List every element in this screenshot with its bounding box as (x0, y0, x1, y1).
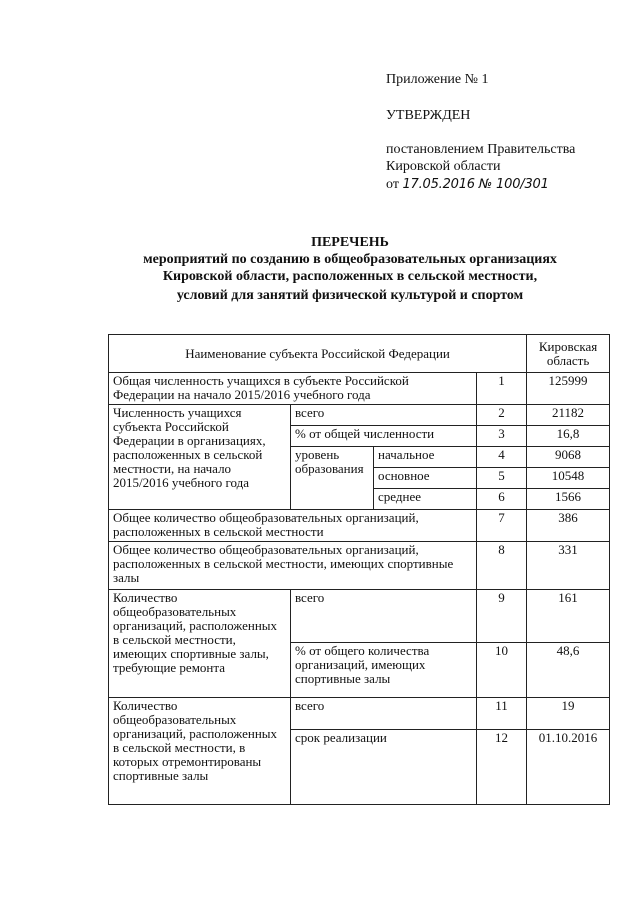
row-number: 3 (477, 426, 527, 447)
table-header-row (109, 335, 610, 373)
table-row (109, 698, 610, 730)
row-sublabel: всего (291, 698, 477, 730)
row-number: 12 (477, 730, 527, 805)
row-value: 331 (527, 542, 610, 590)
doc-subtitle-2: Кировской области, расположенных в сельской местности, (162, 269, 538, 284)
row-value: 48,6 (527, 643, 610, 698)
row-sublabel: % от общей численности (291, 426, 477, 447)
row-value: 125999 (527, 373, 610, 405)
table-row (109, 542, 610, 590)
level-label: уровень образования (291, 447, 374, 510)
group-label: Численность учащихся субъекта Российской Федерации в организациях, расположенных в сельской местности, на начало 2015/2016 учебного года (109, 405, 291, 510)
decree-prefix: от (386, 177, 399, 192)
row-number: 2 (477, 405, 527, 426)
measures-table (108, 334, 610, 805)
group-label: Количество общеобразовательных организаций, расположенных в сельской местности, имеющих спортивные залы, требующие ремонта (109, 590, 291, 698)
approved-label: УТВЕРЖДЕН (386, 108, 471, 123)
row-value: 16,8 (527, 426, 610, 447)
row-sublabel: среднее (374, 489, 477, 510)
group-label: Количество общеобразовательных организаций, расположенных в сельской местности, в которых отремонтированы спортивные залы (109, 698, 291, 805)
appendix-label: Приложение № 1 (386, 72, 489, 87)
row-number: 6 (477, 489, 527, 510)
table-row (109, 373, 610, 405)
row-label: Общее количество общеобразовательных организаций, расположенных в сельской местности, имеющих спортивные залы (109, 542, 477, 590)
row-value: 9068 (527, 447, 610, 468)
row-value: 10548 (527, 468, 610, 489)
row-number: 9 (477, 590, 527, 643)
decree-number: 17.05.2016 № 100/301 (402, 177, 549, 192)
doc-subtitle-3: условий для занятий физической культурой и спортом (176, 288, 524, 303)
row-sublabel: начальное (374, 447, 477, 468)
row-sublabel: всего (291, 405, 477, 426)
row-sublabel: основное (374, 468, 477, 489)
header-region: Кировская область (527, 335, 610, 373)
row-label: Общая численность учащихся в субъекте Российской Федерации на начало 2015/2016 учебного года (109, 373, 477, 405)
row-number: 8 (477, 542, 527, 590)
row-value: 1566 (527, 489, 610, 510)
row-sublabel: всего (291, 590, 477, 643)
header-subject: Наименование субъекта Российской Федерации (109, 335, 527, 373)
row-value: 161 (527, 590, 610, 643)
table-row (109, 405, 610, 426)
row-number: 7 (477, 510, 527, 542)
row-sublabel: % от общего количества организаций, имеющих спортивные залы (291, 643, 477, 698)
table-row (109, 590, 610, 643)
row-value: 386 (527, 510, 610, 542)
decree-date-line (386, 176, 549, 193)
decree-line-2: Кировской области (386, 159, 501, 174)
row-number: 4 (477, 447, 527, 468)
doc-title: ПЕРЕЧЕНЬ (311, 235, 389, 250)
table-row (109, 510, 610, 542)
row-value: 01.10.2016 (527, 730, 610, 805)
row-number: 1 (477, 373, 527, 405)
row-number: 10 (477, 643, 527, 698)
row-value: 21182 (527, 405, 610, 426)
row-label: Общее количество общеобразовательных организаций, расположенных в сельской местности (109, 510, 477, 542)
doc-subtitle-1: мероприятий по созданию в общеобразовательных организациях (143, 252, 557, 267)
decree-line-1: постановлением Правительства (386, 142, 576, 157)
row-value: 19 (527, 698, 610, 730)
row-number: 5 (477, 468, 527, 489)
row-number: 11 (477, 698, 527, 730)
row-sublabel: срок реализации (291, 730, 477, 805)
